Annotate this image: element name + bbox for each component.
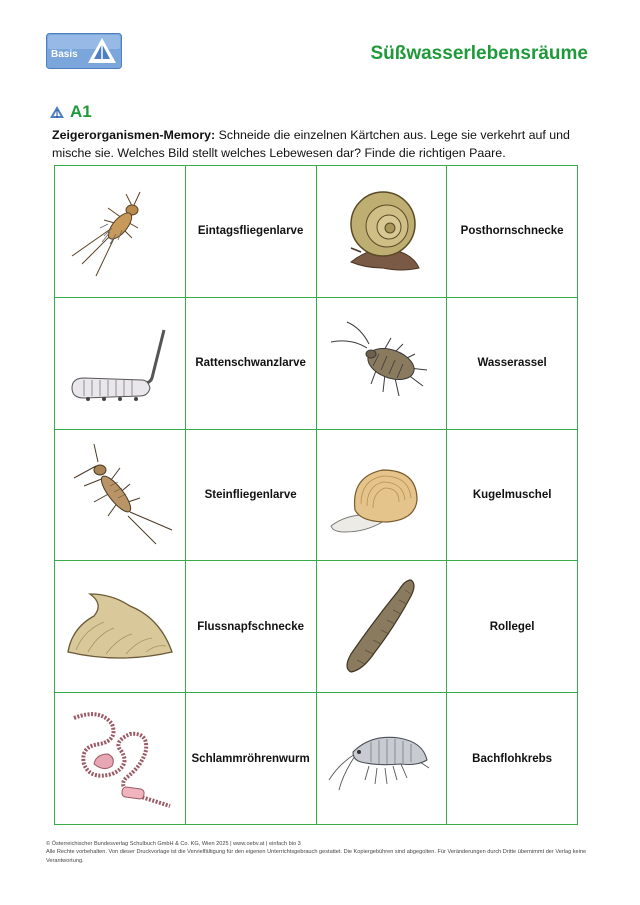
card-image-stonefly-larva bbox=[55, 430, 186, 562]
card-label-water-louse bbox=[447, 298, 578, 430]
pea-clam-icon bbox=[321, 440, 441, 550]
sludge-worm-icon bbox=[60, 704, 180, 814]
card-label: Flussnapfschnecke bbox=[197, 620, 304, 633]
task-heading bbox=[50, 102, 92, 122]
card-image-freshwater-shrimp bbox=[317, 693, 448, 825]
card-label-leech bbox=[447, 561, 578, 693]
instruction-bold: Zeigerorganismen-Memory: bbox=[52, 128, 216, 142]
card-label-river-limpet bbox=[186, 561, 317, 693]
card-image-sludge-worm bbox=[55, 693, 186, 825]
card-image-leech bbox=[317, 561, 448, 693]
card-label: Wasserassel bbox=[477, 357, 547, 370]
card-label: Rollegel bbox=[489, 620, 535, 633]
card-label-ramshorn-snail bbox=[447, 166, 578, 298]
card-label-mayfly-larva bbox=[186, 166, 317, 298]
footer-line-1: © Österreichischer Bundesverlag Schulbuch GmbH & Co. KG, Wien 2025 | www.oebv.at | einfach bio 3 bbox=[46, 841, 301, 847]
card-label-pea-clam bbox=[447, 430, 578, 562]
card-image-ramshorn-snail bbox=[317, 166, 448, 298]
card-label: Rattenschwanzlarve bbox=[195, 357, 306, 370]
card-label: Eintagsfliegenlarve bbox=[197, 225, 304, 238]
card-image-rat-tailed-maggot bbox=[55, 298, 186, 430]
task-label: A1 bbox=[70, 102, 92, 121]
instruction-text: Schneide die einzelnen Kärtchen aus. Lege sie verkehrt auf und mische sie. Welches Bild stellt welches Lebewesen dar? Finde die richtigen Paare. bbox=[52, 128, 570, 160]
mayfly-larva-icon bbox=[60, 176, 180, 286]
task-instructions bbox=[52, 126, 592, 162]
task-triangle-icon bbox=[50, 106, 64, 118]
footer-line-2: Alle Rechte vorbehalten. Von dieser Druckvorlage ist die Vervielfältigung für den eigenen Unterrichtsgebrauch gestattet. Die Kopiergebühren sind abgegolten. Für Veränderungen durch Dritte übernimmt der Verlag keine Verantwortung. bbox=[46, 849, 587, 864]
card-label-stonefly-larva bbox=[186, 430, 317, 562]
card-label-freshwater-shrimp bbox=[447, 693, 578, 825]
stonefly-larva-icon bbox=[60, 440, 180, 550]
card-label: Steinfliegenlarve bbox=[204, 488, 297, 501]
card-image-mayfly-larva bbox=[55, 166, 186, 298]
card-label: Bachflohkrebs bbox=[472, 752, 553, 765]
footer-copyright bbox=[46, 840, 606, 865]
card-label: Kugelmuschel bbox=[472, 488, 552, 501]
card-label: Posthornschnecke bbox=[460, 225, 564, 238]
basis-logo bbox=[46, 33, 122, 69]
card-image-river-limpet bbox=[55, 561, 186, 693]
river-limpet-icon bbox=[60, 572, 180, 682]
page-title: Süßwasserlebensräume bbox=[370, 43, 588, 64]
freshwater-shrimp-icon bbox=[321, 704, 441, 814]
memory-card-grid bbox=[54, 165, 578, 825]
ramshorn-snail-icon bbox=[321, 176, 441, 286]
card-image-pea-clam bbox=[317, 430, 448, 562]
card-label-sludge-worm bbox=[186, 693, 317, 825]
leech-icon bbox=[321, 572, 441, 682]
logo-text: Basis bbox=[51, 49, 78, 60]
card-label-rat-tailed-maggot bbox=[186, 298, 317, 430]
rat-tailed-maggot-icon bbox=[60, 308, 180, 418]
card-label: Schlammröhrenwurm bbox=[191, 752, 310, 765]
card-image-water-louse bbox=[317, 298, 448, 430]
water-louse-icon bbox=[321, 308, 441, 418]
